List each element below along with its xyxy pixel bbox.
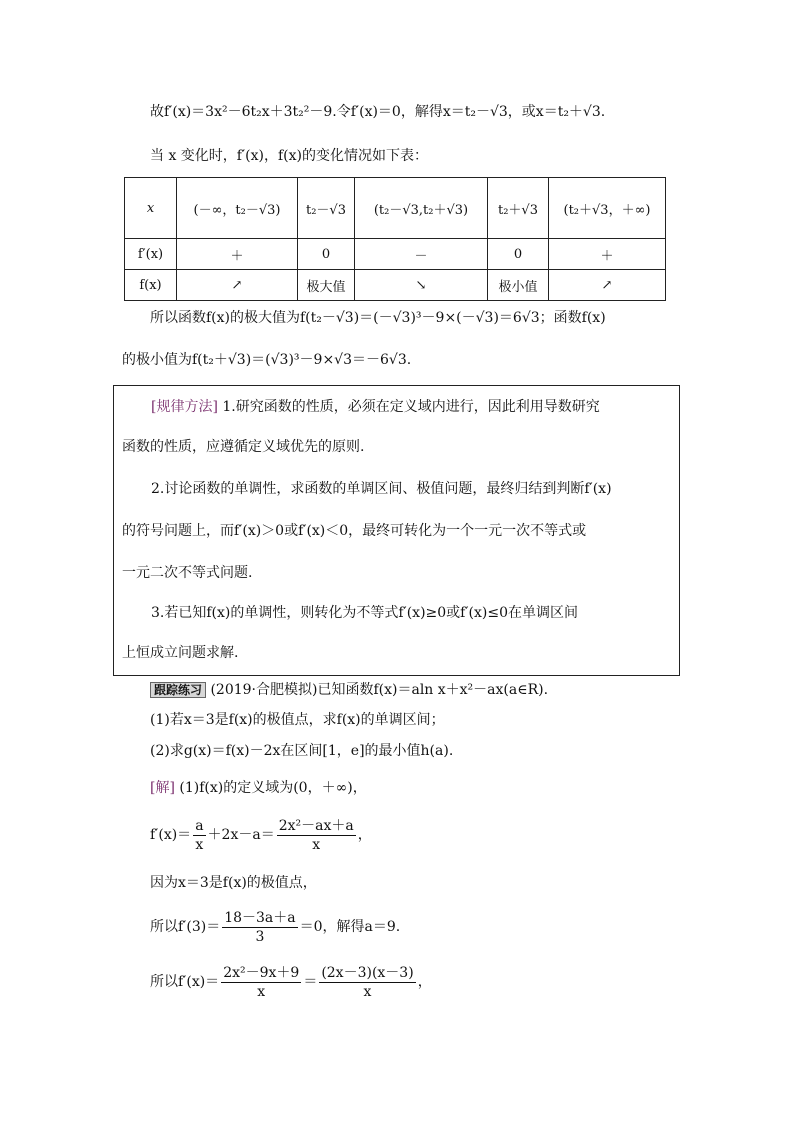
denominator: x xyxy=(363,983,372,1000)
table-cell: ↘ xyxy=(355,270,488,301)
fraction xyxy=(277,817,356,854)
variation-table xyxy=(124,177,666,301)
denominator: x xyxy=(195,836,204,853)
question-2: (2)求g(x)＝f(x)－2x在区间[1，e]的最小值h(a). xyxy=(150,743,454,759)
table-cell: (t₂－√3,t₂＋√3) xyxy=(355,178,488,239)
conclusion-line-1: 所以函数f(x)的极大值为f(t₂－√3)＝(－√3)³－9×(－√3)＝6√3；函数f(x) xyxy=(150,310,606,326)
solution-derivative xyxy=(150,815,372,855)
table-cell: ↗ xyxy=(549,270,666,301)
method-text: 1.研究函数的性质，必须在定义域内进行，因此利用导数研究 xyxy=(222,399,600,415)
practice-stem xyxy=(150,680,548,700)
solution-line-4 xyxy=(150,907,400,947)
table-cell: ＋ xyxy=(549,239,666,270)
fraction xyxy=(222,909,297,946)
formula-lhs: 所以f′(x)＝ xyxy=(150,974,220,990)
fraction xyxy=(221,964,301,1001)
formula-eq: ＝ xyxy=(303,974,318,990)
table-cell: t₂＋√3 xyxy=(488,178,549,239)
solution-line-5 xyxy=(150,962,432,1002)
table-cell: t₂－√3 xyxy=(298,178,355,239)
fraction xyxy=(193,817,205,854)
table-cell: 0 xyxy=(298,239,355,270)
method-box xyxy=(113,385,680,676)
method-para-3b: 上恒成立问题求解. xyxy=(122,645,239,661)
denominator: x xyxy=(312,836,321,853)
practice-stem-text: (2019·合肥模拟)已知函数f(x)＝aln x＋x²－ax(a∈R). xyxy=(210,682,549,698)
denominator: 3 xyxy=(255,928,265,945)
practice-tag: 跟踪练习 xyxy=(150,682,206,698)
method-para-1b: 函数的性质，应遵循定义域优先的原则. xyxy=(122,439,365,455)
formula-lhs: 所以f′(3)＝ xyxy=(150,919,221,935)
fraction xyxy=(319,964,415,1001)
method-para-2c: 一元二次不等式问题. xyxy=(122,565,253,581)
method-para-2b: 的符号问题上，而f′(x)＞0或f′(x)＜0，最终可转化为一个一元一次不等式或 xyxy=(122,523,587,539)
numerator: 18－3a＋a xyxy=(224,909,296,926)
table-cell: (－∞，t₂－√3) xyxy=(177,178,298,239)
formula-end: ， xyxy=(357,827,372,843)
table-cell: 极大值 xyxy=(298,270,355,301)
formula-rhs: ＝0，解得a＝9. xyxy=(299,919,401,935)
conclusion-line-2: 的极小值为f(t₂＋√3)＝(√3)³－9×√3＝－6√3. xyxy=(122,352,412,368)
formula-lhs: f′(x)＝ xyxy=(150,827,192,843)
table-cell: f′(x) xyxy=(125,239,177,270)
table-cell: ＋ xyxy=(177,239,298,270)
derivative-line: 故f′(x)＝3x²－6t₂x＋3t₂²－9.令f′(x)＝0，解得x＝t₂－√3，或x＝t₂＋√3. xyxy=(150,104,606,120)
denominator: x xyxy=(257,983,266,1000)
numerator: a xyxy=(195,817,204,834)
method-para-1a xyxy=(151,396,600,416)
question-1: (1)若x＝3是f(x)的极值点，求f(x)的单调区间； xyxy=(150,712,445,728)
table-cell: ↗ xyxy=(177,270,298,301)
method-para-3a: 3.若已知f(x)的单调性，则转化为不等式f′(x)≥0或f′(x)≤0在单调区间 xyxy=(151,605,578,621)
method-para-2a: 2.讨论函数的单调性，求函数的单调区间、极值问题，最终归结到判断f′(x) xyxy=(151,481,612,497)
table-cell: (t₂＋√3，＋∞) xyxy=(549,178,666,239)
table-row xyxy=(125,178,666,239)
method-tag: [规律方法] xyxy=(151,399,218,415)
solution-line-1 xyxy=(150,778,367,798)
table-cell: － xyxy=(355,239,488,270)
numerator: 2x²－9x＋9 xyxy=(223,964,300,981)
table-cell: x xyxy=(125,178,177,239)
solution-text: (1)f(x)的定义域为(0，＋∞)， xyxy=(179,780,367,796)
formula-end: ， xyxy=(417,974,432,990)
formula-mid: ＋2x－a＝ xyxy=(207,827,275,843)
table-intro: 当 x 变化时，f′(x)，f(x)的变化情况如下表： xyxy=(150,148,428,164)
numerator: 2x²－ax＋a xyxy=(278,817,354,834)
table-row xyxy=(125,270,666,301)
solution-line-3: 因为x＝3是f(x)的极值点， xyxy=(150,875,317,891)
table-cell: 0 xyxy=(488,239,549,270)
table-cell: f(x) xyxy=(125,270,177,301)
solution-tag: [解] xyxy=(150,780,175,796)
numerator: (2x－3)(x－3) xyxy=(321,964,414,981)
table-row xyxy=(125,239,666,270)
table-cell: 极小值 xyxy=(488,270,549,301)
